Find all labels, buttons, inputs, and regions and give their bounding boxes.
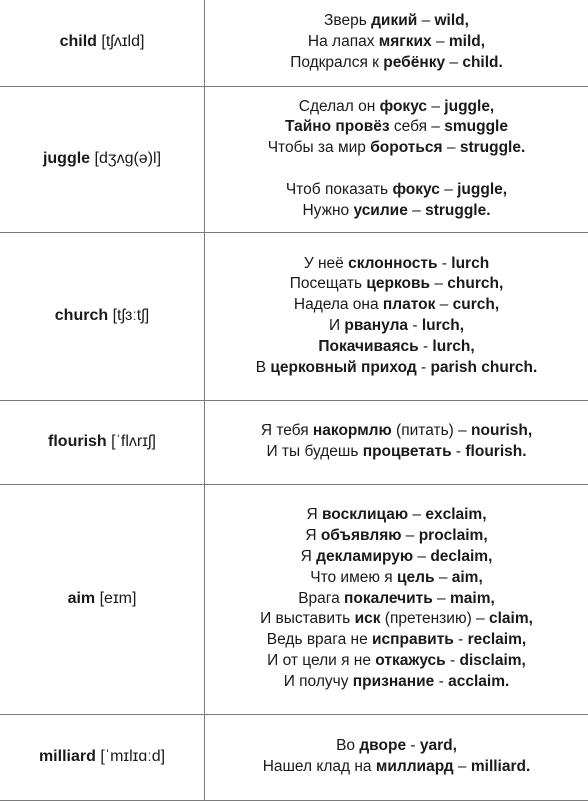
rhyme-cell: [205, 400, 588, 484]
rhyme-line: [205, 254, 588, 275]
bold-term: усилие: [353, 202, 407, 219]
bold-term: acclaim.: [448, 673, 509, 690]
bold-term: дикий: [371, 12, 417, 29]
bold-term: фокус: [392, 181, 439, 198]
text-fragment: У неё: [304, 255, 348, 272]
text-fragment: Надела она: [294, 296, 383, 313]
bold-term: накормлю: [313, 422, 392, 439]
text-fragment: Нужно: [302, 202, 353, 219]
table-row: [0, 86, 588, 232]
bold-term: процветать: [363, 443, 452, 460]
bold-term: миллиард: [376, 758, 454, 775]
text-fragment: Посещать: [290, 275, 367, 292]
headword: flourish: [48, 433, 107, 450]
bold-term: платок: [383, 296, 435, 313]
transcription: [dʒʌg(ə)l]: [95, 150, 162, 167]
bold-term: maim,: [450, 590, 495, 607]
text-fragment: (питать) –: [392, 422, 471, 439]
word-cell: [0, 0, 205, 86]
rhyme-line: [205, 526, 588, 547]
rhyme-line: [205, 421, 588, 442]
bold-term: milliard.: [471, 758, 530, 775]
bold-term: бороться: [370, 139, 442, 156]
headword: aim: [68, 590, 96, 607]
rhyme-line: [205, 609, 588, 630]
rhyme-line: [205, 295, 588, 316]
text-fragment: –: [408, 202, 425, 219]
rhyme-line: [205, 337, 588, 358]
headword: child: [60, 33, 97, 50]
text-fragment: Чтобы за мир: [268, 139, 370, 156]
bold-term: nourish,: [471, 422, 532, 439]
text-fragment: Врага: [298, 590, 344, 607]
text-fragment: Я: [305, 527, 321, 544]
text-fragment: –: [445, 54, 462, 71]
bold-term: smuggle: [444, 118, 508, 135]
stanza-gap: [205, 159, 588, 180]
table-row: [0, 232, 588, 400]
bold-term: рванула: [344, 317, 408, 334]
rhyme-line: [205, 201, 588, 222]
text-fragment: –: [401, 527, 418, 544]
text-fragment: –: [413, 548, 430, 565]
bold-term: mild,: [449, 33, 485, 50]
text-fragment: –: [432, 33, 449, 50]
text-fragment: Чтоб показать: [286, 181, 393, 198]
text-fragment: В: [256, 359, 271, 376]
text-fragment: И от цели я не: [267, 652, 375, 669]
text-fragment: И получу: [284, 673, 353, 690]
rhyme-line: [205, 180, 588, 201]
rhyme-cell: [205, 0, 588, 86]
word-cell: [0, 86, 205, 232]
rhyme-line: [205, 53, 588, 74]
bold-term: disclaim,: [460, 652, 526, 669]
rhyme-line: [205, 117, 588, 138]
bold-term: struggle.: [425, 202, 490, 219]
text-fragment: -: [417, 359, 431, 376]
rhyme-cell: [205, 86, 588, 232]
text-fragment: Что имею я: [310, 569, 397, 586]
text-fragment: –: [408, 506, 425, 523]
rhyme-line: [205, 358, 588, 379]
transcription: [ˈmɪlɪɑːd]: [100, 748, 165, 765]
text-fragment: Подкрался к: [290, 54, 383, 71]
text-fragment: –: [430, 275, 447, 292]
text-fragment: –: [433, 590, 450, 607]
rhyme-line: [205, 274, 588, 295]
bold-term: цель: [397, 569, 435, 586]
rhyme-line: [205, 589, 588, 610]
text-fragment: -: [454, 631, 468, 648]
bold-term: declaim,: [430, 548, 492, 565]
word-cell: [0, 714, 205, 800]
text-fragment: себя –: [390, 118, 445, 135]
transcription: [tʃɜːtʃ]: [113, 307, 150, 324]
bold-term: церковь: [366, 275, 430, 292]
bold-term: покалечить: [344, 590, 433, 607]
bold-term: juggle,: [444, 98, 494, 115]
word-cell: [0, 232, 205, 400]
bold-term: lurch: [451, 255, 489, 272]
bold-term: фокус: [380, 98, 427, 115]
bold-term: откажусь: [375, 652, 445, 669]
text-fragment: Ведь врага не: [267, 631, 372, 648]
text-fragment: –: [440, 181, 457, 198]
bold-term: мягких: [379, 33, 432, 50]
bold-term: lurch,: [422, 317, 464, 334]
table-row: [0, 400, 588, 484]
bold-term: декламирую: [316, 548, 413, 565]
text-fragment: –: [417, 12, 434, 29]
bold-term: восклицаю: [322, 506, 408, 523]
bold-term: ребёнку: [383, 54, 445, 71]
rhyme-line: [205, 505, 588, 526]
bold-term: church,: [447, 275, 503, 292]
text-fragment: –: [427, 98, 444, 115]
rhyme-cell: [205, 232, 588, 400]
text-fragment: -: [437, 255, 451, 272]
bold-term: Покачиваясь: [318, 338, 418, 355]
text-fragment: –: [443, 139, 460, 156]
bold-term: yard,: [420, 737, 457, 754]
text-fragment: Нашел клад на: [263, 758, 376, 775]
rhyme-line: [205, 630, 588, 651]
bold-term: flourish.: [465, 443, 526, 460]
rhyme-line: [205, 651, 588, 672]
text-fragment: -: [406, 737, 420, 754]
bold-term: aim,: [452, 569, 483, 586]
text-fragment: На лапах: [308, 33, 379, 50]
rhyme-line: [205, 442, 588, 463]
text-fragment: Сделал он: [299, 98, 380, 115]
rhyme-cell: [205, 484, 588, 714]
text-fragment: –: [435, 569, 452, 586]
bold-term: child.: [462, 54, 502, 71]
rhyme-cell: [205, 714, 588, 800]
text-fragment: -: [434, 673, 448, 690]
bold-term: lurch,: [432, 338, 474, 355]
bold-term: дворе: [359, 737, 406, 754]
headword: church: [55, 307, 108, 324]
rhyme-line: [205, 568, 588, 589]
bold-term: признание: [353, 673, 435, 690]
bold-term: исправить: [372, 631, 454, 648]
table-row: [0, 714, 588, 800]
text-fragment: -: [452, 443, 466, 460]
bold-term: juggle,: [457, 181, 507, 198]
text-fragment: -: [408, 317, 422, 334]
text-fragment: И выставить: [260, 610, 355, 627]
text-fragment: Я: [306, 506, 322, 523]
bold-term: exclaim,: [425, 506, 486, 523]
rhyme-line: [205, 32, 588, 53]
text-fragment: Я тебя: [261, 422, 313, 439]
rhyme-line: [205, 316, 588, 337]
headword: juggle: [43, 150, 90, 167]
text-fragment: И: [329, 317, 344, 334]
text-fragment: –: [454, 758, 471, 775]
bold-term: curch,: [453, 296, 500, 313]
text-fragment: -: [419, 338, 433, 355]
text-fragment: Зверь: [324, 12, 371, 29]
headword: milliard: [39, 748, 96, 765]
bold-term: reclaim,: [468, 631, 527, 648]
text-fragment: И ты будешь: [266, 443, 362, 460]
transcription: [tʃʌɪld]: [101, 33, 144, 50]
rhyme-line: [205, 97, 588, 118]
rhyme-line: [205, 672, 588, 693]
bold-term: Тайно провёз: [285, 118, 390, 135]
bold-term: proclaim,: [419, 527, 488, 544]
word-cell: [0, 400, 205, 484]
bold-term: claim,: [489, 610, 533, 627]
bold-term: церковный приход: [270, 359, 416, 376]
text-fragment: (претензию) –: [380, 610, 488, 627]
text-fragment: -: [446, 652, 460, 669]
table-row: [0, 484, 588, 714]
bold-term: иск: [355, 610, 381, 627]
word-cell: [0, 484, 205, 714]
text-fragment: –: [435, 296, 452, 313]
rhyme-line: [205, 11, 588, 32]
rhyme-line: [205, 547, 588, 568]
bold-term: wild,: [435, 12, 469, 29]
text-fragment: Я: [301, 548, 317, 565]
rhyme-line: [205, 736, 588, 757]
rhyme-line: [205, 757, 588, 778]
text-fragment: Во: [336, 737, 359, 754]
bold-term: объявляю: [321, 527, 402, 544]
transcription: [eɪm]: [100, 590, 137, 607]
bold-term: склонность: [348, 255, 437, 272]
rhyme-line: [205, 138, 588, 159]
transcription: [ˈflʌrɪʃ]: [111, 433, 156, 450]
bold-term: struggle.: [460, 139, 525, 156]
table-row: [0, 0, 588, 86]
bold-term: parish church.: [430, 359, 537, 376]
